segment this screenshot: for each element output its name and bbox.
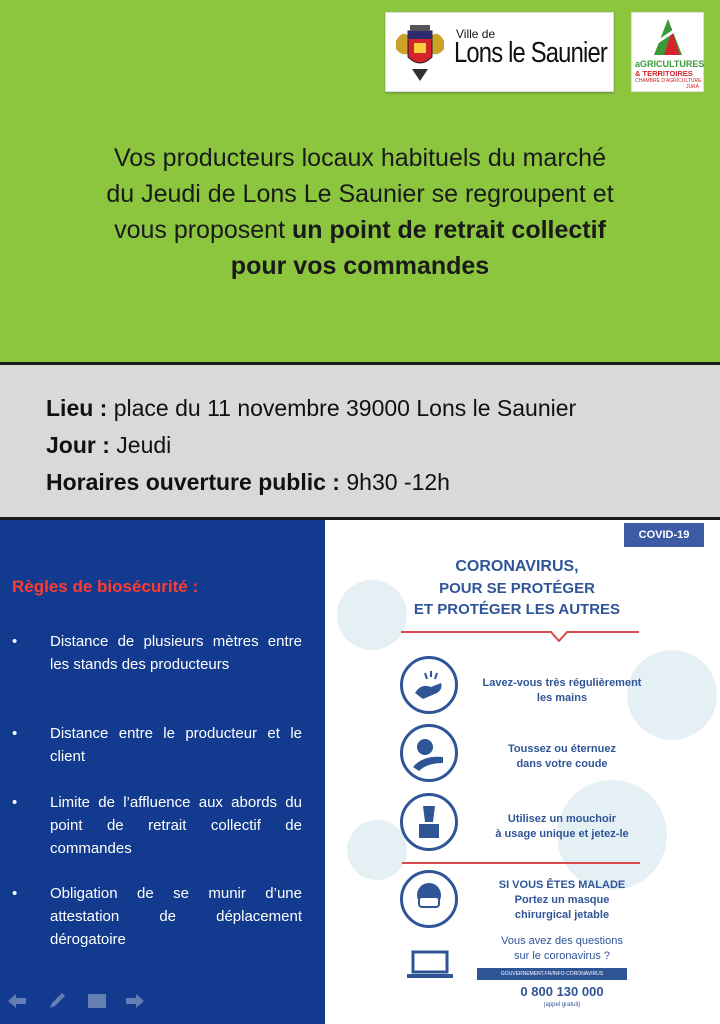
rule-item bbox=[12, 630, 302, 676]
laptop-icon bbox=[405, 950, 455, 980]
tip-tissue-b: à usage unique et jetez-le bbox=[495, 828, 629, 840]
info-jour bbox=[46, 432, 171, 459]
sick-a: Portez un masque bbox=[514, 894, 610, 906]
poster-title-1: CORONAVIRUS, bbox=[455, 558, 579, 575]
intro-line4 bbox=[40, 248, 680, 284]
logo-prefix: Ville de bbox=[456, 27, 496, 41]
tip-tissue bbox=[467, 812, 657, 842]
intro-line4-bold: pour vos commandes bbox=[230, 252, 490, 280]
pen-icon[interactable] bbox=[46, 990, 68, 1012]
rule-text: Distance entre le producteur et le client bbox=[50, 725, 302, 765]
poster-title-2: POUR SE PROTÉGER bbox=[439, 580, 595, 597]
questions-text bbox=[467, 934, 657, 964]
intro-line3 bbox=[40, 212, 680, 248]
tip-handwash bbox=[467, 676, 657, 706]
bullet: • bbox=[12, 725, 18, 742]
tip-cough-a: Toussez ou éternuez bbox=[508, 743, 616, 755]
tip-handwash-a: Lavez-vous très régulièrement bbox=[482, 677, 642, 689]
phone-number: 0 800 130 000 bbox=[520, 984, 604, 999]
rule-text: Limite de l’affluence aux abords du point de retrait collectif de commandes bbox=[50, 794, 302, 857]
cough-elbow-icon bbox=[400, 724, 458, 782]
questions-a: Vous avez des questions bbox=[501, 935, 623, 947]
tip-handwash-b: les mains bbox=[536, 692, 588, 704]
logo-chambre-agriculture bbox=[631, 12, 704, 92]
speech-bubble-line bbox=[401, 630, 639, 642]
poster-separator bbox=[402, 862, 640, 864]
intro-line1: Vos producteurs locaux habituels du marché bbox=[114, 144, 606, 172]
logo-lons-le-saunier bbox=[385, 12, 614, 92]
questions-b: sur le coronavirus ? bbox=[514, 950, 610, 962]
phone-note: (appel gratuit) bbox=[543, 1002, 581, 1008]
poster-title-3: ET PROTÉGER LES AUTRES bbox=[413, 601, 621, 618]
horaires-label: Horaires ouverture public : bbox=[46, 469, 340, 495]
logo-city-name: Lons le Saunier bbox=[454, 37, 607, 69]
rule-item bbox=[12, 882, 302, 951]
info-lieu bbox=[46, 395, 576, 422]
bullet: • bbox=[12, 633, 18, 650]
gov-band: GOUVERNEMENT.FR/INFO-CORONAVIRUS bbox=[477, 968, 627, 980]
mask-icon bbox=[400, 870, 458, 928]
intro-line3-plain: vous proposent bbox=[114, 216, 292, 244]
rules-title: Règles de biosécurité : bbox=[12, 577, 199, 596]
agri-line3: CHAMBRE D'AGRICULTURE bbox=[635, 78, 702, 84]
rule-text: Obligation de se munir d’une attestation de déplacement dérogatoire bbox=[50, 885, 302, 948]
rule-text: Distance de plusieurs mètres entre les stands des producteurs bbox=[50, 633, 302, 673]
info-band bbox=[0, 365, 720, 520]
tip-sick bbox=[467, 878, 657, 923]
jour-value: Jeudi bbox=[109, 432, 172, 458]
intro-line3-bold: un point de retrait collectif bbox=[291, 216, 606, 244]
rules-panel bbox=[0, 520, 325, 1024]
covid-poster bbox=[327, 520, 720, 1024]
header-banner bbox=[0, 0, 720, 365]
intro-text bbox=[40, 140, 680, 284]
lieu-value: place du 11 novembre 39000 Lons le Saunier bbox=[107, 395, 577, 421]
jour-label: Jour : bbox=[46, 432, 110, 458]
arrow-right-icon[interactable] bbox=[124, 990, 146, 1012]
agri-line4: JURA bbox=[685, 84, 699, 90]
sick-title: SI VOUS ÊTES MALADE bbox=[498, 879, 626, 891]
rule-item bbox=[12, 722, 302, 768]
rule-item bbox=[12, 791, 302, 860]
bullet: • bbox=[12, 885, 18, 902]
agriculture-logo-icon bbox=[650, 17, 686, 57]
tip-cough-b: dans votre coude bbox=[516, 758, 608, 770]
tip-cough bbox=[467, 742, 657, 772]
arrow-left-icon[interactable] bbox=[6, 990, 28, 1012]
lieu-label: Lieu : bbox=[46, 395, 108, 421]
intro-line2: du Jeudi de Lons Le Saunier se regroupent et bbox=[106, 180, 614, 208]
virus-decoration bbox=[347, 820, 407, 880]
horaires-value: 9h30 -12h bbox=[339, 469, 450, 495]
handwash-icon bbox=[400, 656, 458, 714]
agri-line2: & TERRITOIRES bbox=[635, 69, 693, 78]
tissue-icon bbox=[400, 793, 458, 851]
menu-icon[interactable] bbox=[86, 990, 108, 1012]
covid-badge: COVID-19 bbox=[624, 523, 704, 547]
coat-of-arms-icon bbox=[392, 23, 448, 83]
tip-tissue-a: Utilisez un mouchoir bbox=[507, 813, 617, 825]
info-horaires bbox=[46, 469, 450, 496]
sick-b: chirurgical jetable bbox=[514, 909, 610, 921]
agri-line1: aGRICULTURES bbox=[635, 59, 705, 69]
bullet: • bbox=[12, 794, 18, 811]
